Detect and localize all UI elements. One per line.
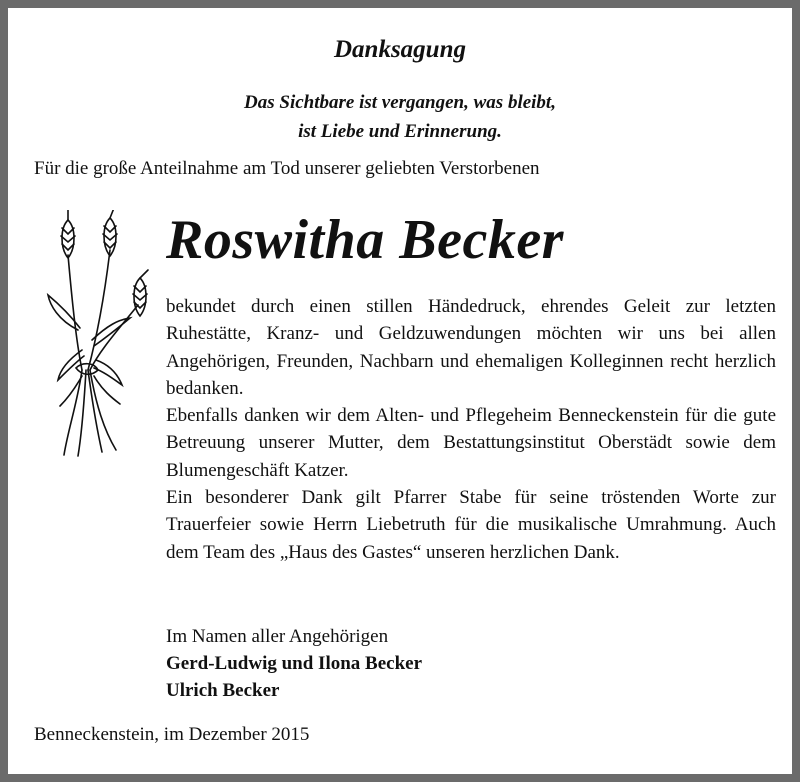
- intro-text: Für die große Anteilnahme am Tod unserer geliebten Verstorbenen: [34, 158, 540, 179]
- obituary-card: [8, 8, 792, 774]
- notice-body: [166, 293, 776, 566]
- signer-1: Gerd-Ludwig und Ilona Becker: [166, 653, 423, 674]
- place-date: Benneckenstein, im Dezember 2015: [34, 724, 310, 745]
- signature-block: [166, 623, 422, 704]
- motto-line-2: ist Liebe und Erinnerung.: [298, 121, 502, 142]
- paragraph: Ein besonderer Dank gilt Pfarrer Stabe für seine tröstenden Worte zur Trauerfeier sowie Herrn Liebetruth für die musikalische Umrahmung. Auch dem Team des „Haus des Gastes“ unseren herzlichen Dank.: [166, 487, 776, 563]
- wheat-bundle-icon: [38, 210, 158, 460]
- motto: [8, 88, 792, 146]
- sign-intro: Im Namen aller Angehörigen: [166, 626, 389, 647]
- paragraph: bekundet durch einen stillen Händedruck, ehrendes Geleit zur letzten Ruhestätte, Kranz- und Geldzuwendungen möchten wir uns bei allen Angehörigen, Freunden, Nachbarn und ehemaligen Kolleginnen recht herzlich bedanken.: [166, 296, 776, 399]
- notice-title: Danksagung: [334, 36, 466, 63]
- signer-2: Ulrich Becker: [166, 680, 280, 701]
- deceased-name: Roswitha Becker: [166, 209, 564, 271]
- paragraph: Ebenfalls danken wir dem Alten- und Pflegeheim Benneckenstein für die gute Betreuung unserer Mutter, dem Bestattungsinstitut Oberstädt sowie dem Blumengeschäft Katzer.: [166, 405, 776, 481]
- motto-line-1: Das Sichtbare ist vergangen, was bleibt,: [244, 92, 556, 113]
